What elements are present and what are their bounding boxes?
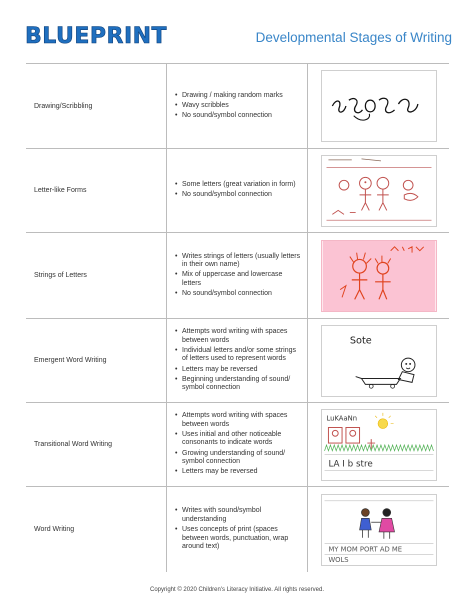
stage-bullet: • No sound/symbol connection — [175, 191, 296, 200]
stage-name: Drawing/Scribbling — [26, 64, 167, 148]
strings-of-letters-drawing — [322, 241, 436, 311]
stage-name: Strings of Letters — [26, 233, 167, 318]
stage-description — [167, 233, 308, 318]
scribble-drawing — [322, 71, 436, 141]
stage-bullet: • Wavy scribbles — [175, 102, 283, 111]
stage-bullet: • No sound/symbol connection — [175, 112, 283, 121]
strings-of-letters-sample-image — [321, 240, 437, 312]
stage-sample-cell — [308, 319, 449, 402]
stage-bullet: • Growing understanding of sound/ symbol connection — [175, 450, 301, 467]
stage-description — [167, 149, 308, 232]
stage-description — [167, 319, 308, 402]
stage-bullet: • No sound/symbol connection — [175, 290, 301, 299]
stage-sample-cell — [308, 233, 449, 318]
emergent-word-sample-image — [321, 325, 437, 397]
word-writing-drawing — [322, 495, 436, 565]
sample-handwriting: LA I b stre — [327, 458, 373, 469]
stage-name: Letter-like Forms — [26, 149, 167, 232]
stage-sample-cell — [308, 149, 449, 232]
stage-description — [167, 403, 308, 486]
copyright-footer: Copyright © 2020 Children's Literacy Initiative. All rights reserved. — [150, 587, 324, 593]
sample-handwriting: Sote — [349, 335, 372, 346]
stage-description — [167, 64, 308, 148]
stage-row-strings-of-letters — [26, 233, 449, 319]
blueprint-logo: BLUEPRINT — [25, 24, 168, 49]
letter-like-drawing — [322, 156, 436, 226]
scribble-sample-image — [321, 70, 437, 142]
stage-bullet: • Writes strings of letters (usually letters in their own name) — [175, 253, 301, 270]
sample-handwriting: MY MOM PORT AD ME — [327, 544, 402, 553]
stage-bullet: • Some letters (great variation in form) — [175, 181, 296, 190]
stages-table — [26, 63, 449, 572]
stage-sample-cell — [308, 403, 449, 486]
stage-bullet: • Drawing / making random marks — [175, 92, 283, 101]
sample-handwriting: LuKAaNn — [326, 414, 357, 423]
stage-bullet: • Letters may be reversed — [175, 366, 301, 375]
stage-bullet: • Writes with sound/symbol understanding — [175, 507, 301, 524]
document-title: Developmental Stages of Writing — [255, 30, 452, 45]
stage-sample-cell — [308, 64, 449, 148]
stage-name: Word Writing — [26, 487, 167, 572]
stage-bullet: • Mix of uppercase and lowercase letters — [175, 271, 301, 288]
transitional-word-sample-image — [321, 409, 437, 481]
stage-bullet: • Beginning understanding of sound/ symbol connection — [175, 376, 301, 393]
stage-row-transitional-word-writing — [26, 403, 449, 487]
stage-name: Transitional Word Writing — [26, 403, 167, 486]
stage-name: Emergent Word Writing — [26, 319, 167, 402]
stage-bullet: • Letters may be reversed — [175, 468, 301, 477]
stage-bullet: • Individual letters and/or some strings of letters used to represent words — [175, 347, 301, 364]
stage-row-letter-like-forms — [26, 149, 449, 233]
stage-bullet: • Attempts word writing with spaces between words — [175, 328, 301, 345]
stage-bullet: • Uses initial and other noticeable consonants to indicate words — [175, 431, 301, 448]
stage-bullet: • Uses concepts of print (spaces between words, punctuation, wrap around text) — [175, 526, 301, 552]
stage-row-drawing-scribbling — [26, 64, 449, 149]
word-writing-sample-image — [321, 494, 437, 566]
stage-row-word-writing — [26, 487, 449, 572]
stage-row-emergent-word-writing — [26, 319, 449, 403]
transitional-word-drawing — [322, 410, 436, 480]
sample-handwriting: WOLS — [327, 555, 349, 564]
stage-sample-cell — [308, 487, 449, 572]
emergent-word-drawing — [322, 326, 436, 396]
stage-bullet: • Attempts word writing with spaces between words — [175, 412, 301, 429]
stage-description — [167, 487, 308, 572]
page-header — [0, 0, 474, 62]
letter-like-sample-image — [321, 155, 437, 227]
